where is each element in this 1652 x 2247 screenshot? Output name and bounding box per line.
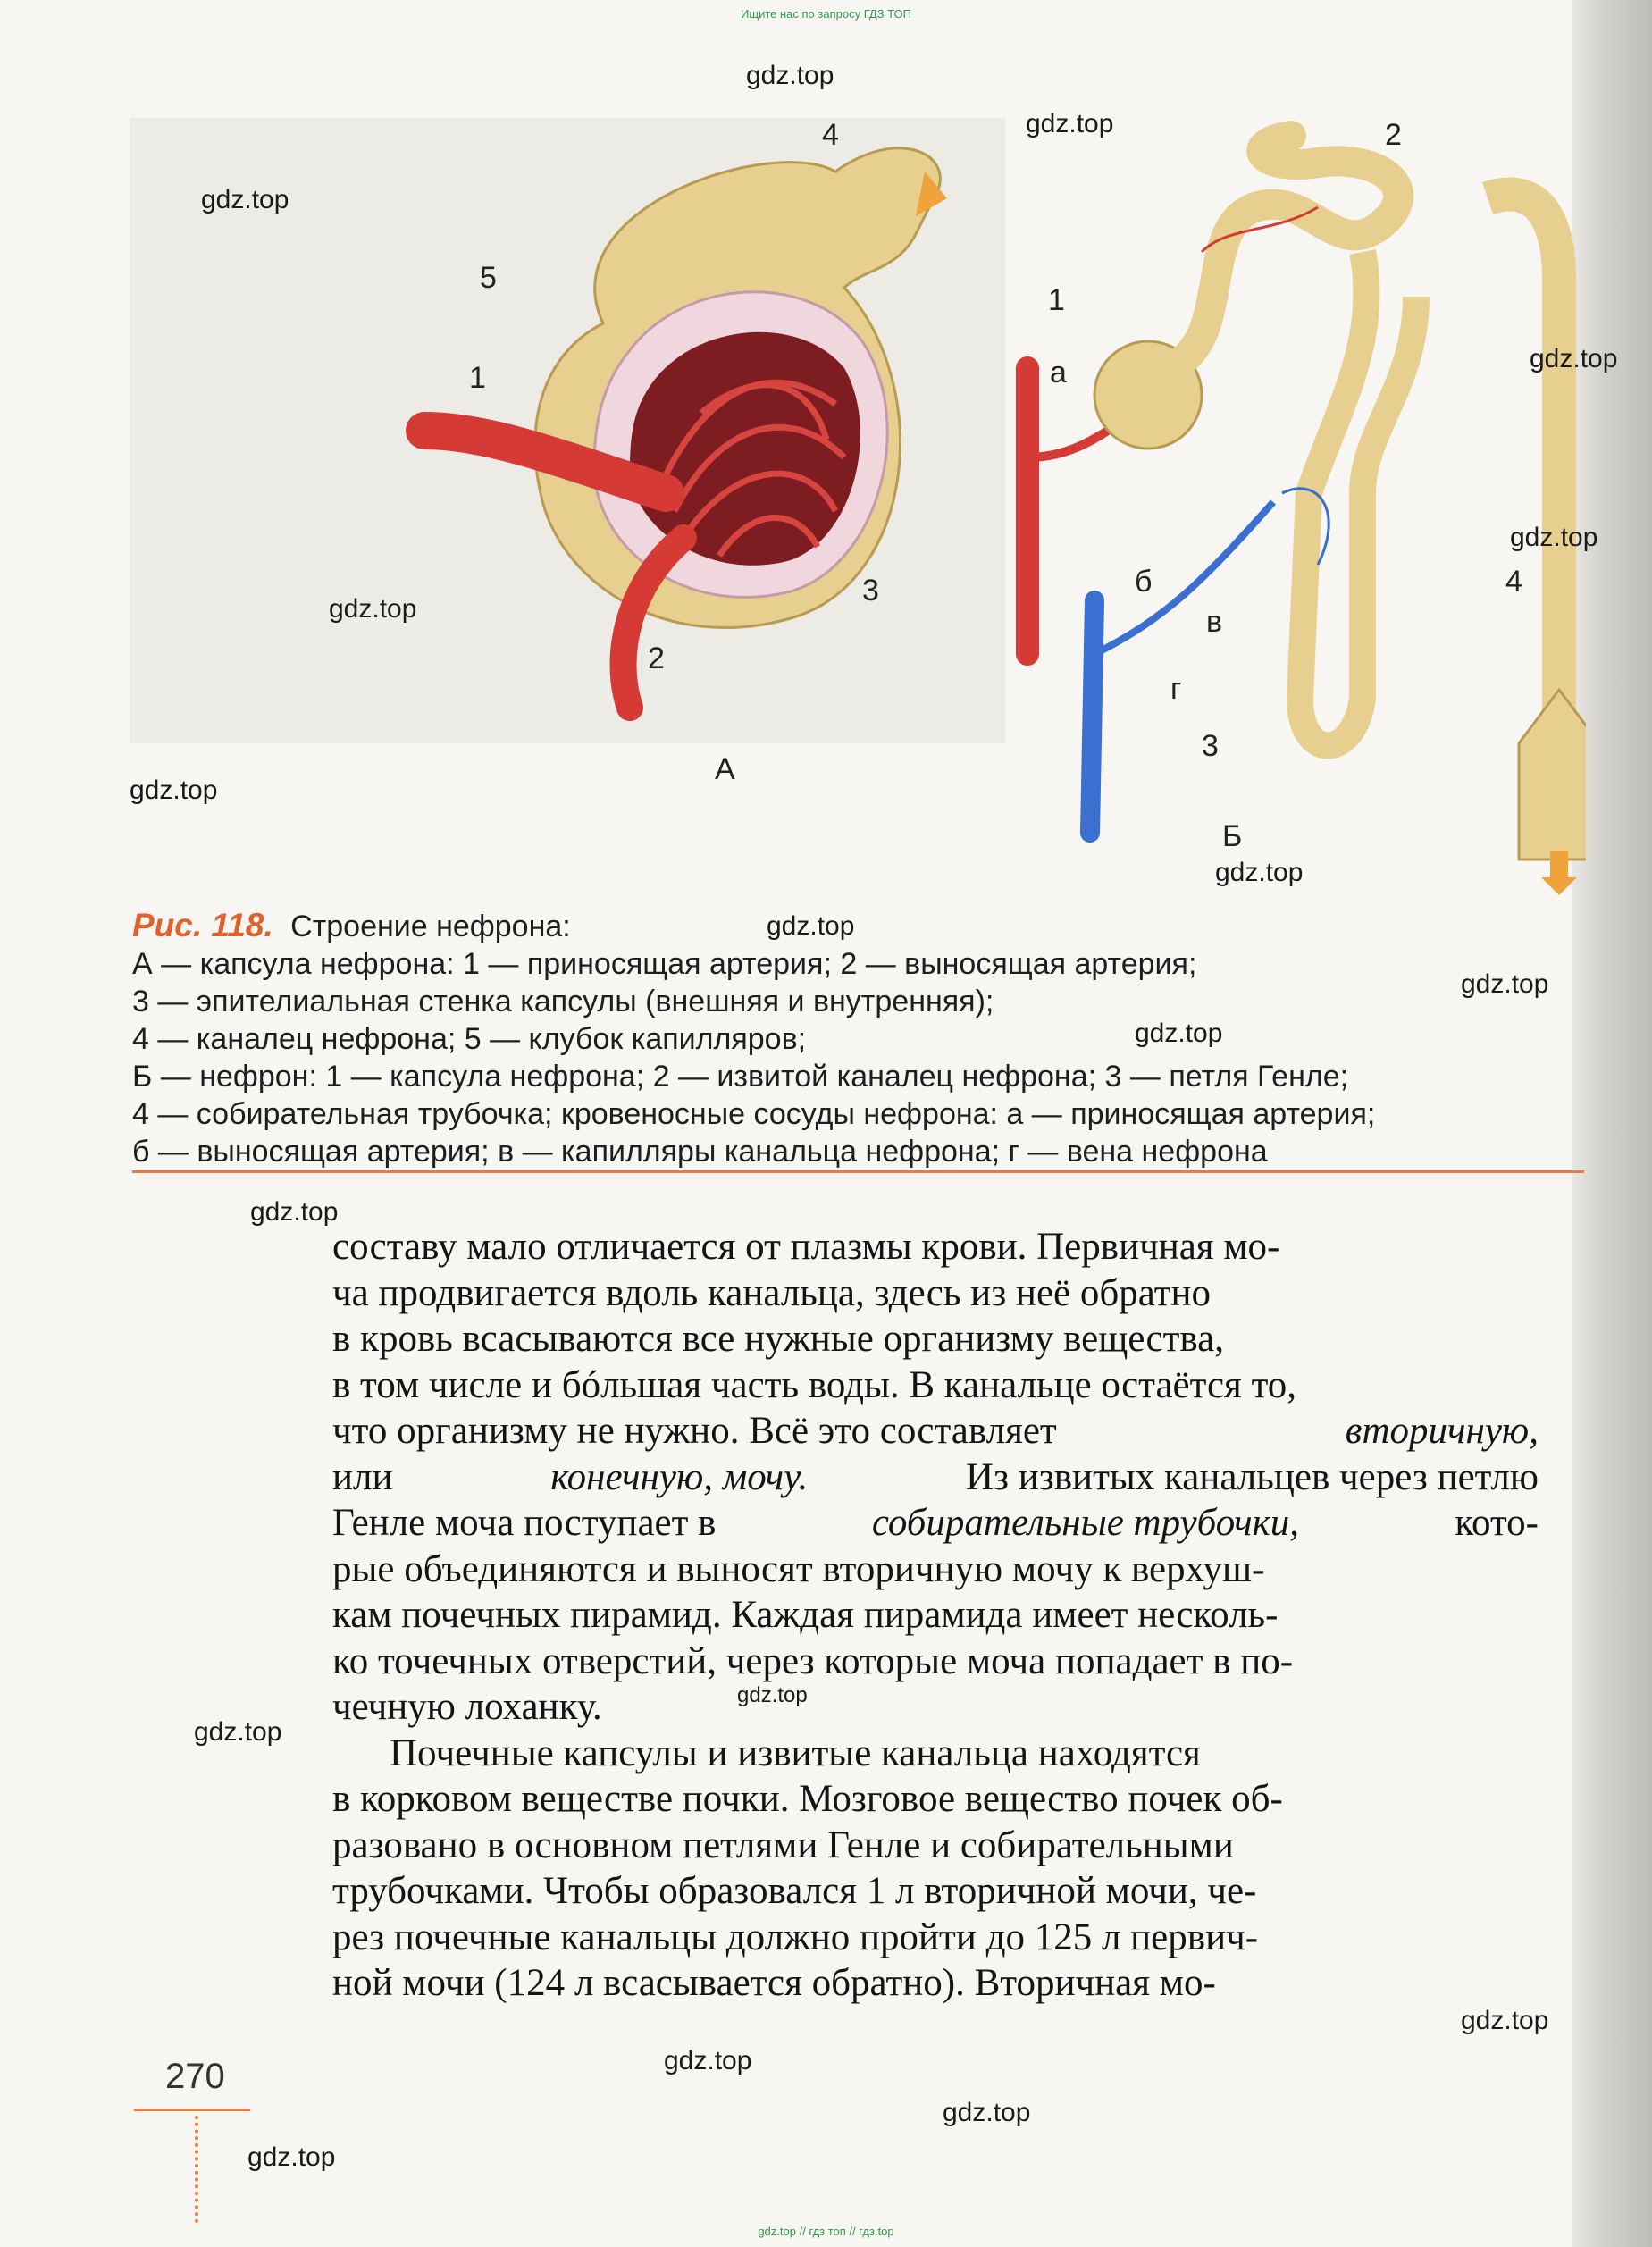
body-line bbox=[332, 1684, 1539, 1731]
watermark: gdz.top bbox=[1461, 2006, 1549, 2035]
caption-line: 4 — каналец нефрона; 5 — клубок капилляров; bbox=[132, 1022, 807, 1056]
watermark: gdz.top bbox=[247, 2142, 336, 2172]
panel-b-label-2: 2 bbox=[1385, 118, 1402, 152]
watermark: gdz.top bbox=[1135, 1019, 1223, 1048]
watermark: gdz.top bbox=[1026, 109, 1114, 138]
watermark: gdz.top bbox=[1461, 969, 1549, 999]
body-text-span: Почечные капсулы и извитые канальца находятся bbox=[390, 1731, 1201, 1774]
caption-line: 4 — собирательная трубочка; кровеносные сосуды нефрона: а — приносящая артерия; bbox=[132, 1097, 1376, 1131]
vessel-label-b: б bbox=[1135, 565, 1153, 599]
panel-a-label-4: 4 bbox=[822, 118, 839, 152]
footer-note: gdz.top // гдз топ // гдз.top bbox=[758, 2225, 894, 2238]
nephron-illustration bbox=[130, 118, 1586, 904]
watermark: gdz.top bbox=[1530, 344, 1618, 373]
figure-number: Рис. 118. bbox=[132, 907, 273, 943]
body-text-span: что организму не нужно. Всё это составляет bbox=[332, 1410, 1057, 1452]
body-text-span: в том числе и бóльшая часть воды. В канальце остаётся то, bbox=[332, 1363, 1297, 1406]
body-line bbox=[332, 1960, 1539, 2007]
caption-divider bbox=[132, 1170, 1584, 1173]
caption-line: 3 — эпителиальная стенка капсулы (внешняя и внутренняя); bbox=[132, 985, 994, 1019]
body-text-span: трубочками. Чтобы образовался 1 л вторичной мочи, че- bbox=[332, 1870, 1257, 1912]
watermark: gdz.top bbox=[250, 1197, 339, 1227]
body-line bbox=[332, 1224, 1539, 1270]
body-text bbox=[332, 1224, 1539, 2007]
watermark: gdz.top bbox=[943, 2098, 1031, 2127]
body-text-span: в кровь всасываются все нужные организму вещества, bbox=[332, 1318, 1224, 1360]
body-line bbox=[332, 1639, 1539, 1685]
page-number-rule bbox=[134, 2109, 250, 2111]
body-line bbox=[332, 1823, 1539, 1869]
watermark: gdz.top bbox=[746, 61, 834, 90]
italic-term: конечную, мочу. bbox=[550, 1455, 809, 1498]
body-line bbox=[332, 1868, 1539, 1915]
header-note: Ищите нас по запросу ГДЗ ТОП bbox=[741, 7, 911, 21]
body-text-span: ной мочи (124 л всасывается обратно). Вторичная мо- bbox=[332, 1962, 1216, 2004]
caption-title: Строение нефрона: bbox=[290, 910, 571, 943]
body-text-span: составу мало отличается от плазмы крови. Первичная мо- bbox=[332, 1226, 1280, 1268]
italic-term: вторичную, bbox=[1345, 1410, 1539, 1452]
body-line bbox=[332, 1731, 1539, 1777]
body-text-span: в корковом веществе почки. Мозговое вещество почек об- bbox=[332, 1778, 1283, 1820]
body-line bbox=[332, 1455, 1539, 1501]
panel-b-label-3: 3 bbox=[1202, 729, 1219, 763]
body-text-span: разовано в основном петлями Генле и собирательными bbox=[332, 1824, 1234, 1866]
body-text-span: ко точечных отверстий, через которые моча попадает в по- bbox=[332, 1639, 1294, 1682]
watermark: gdz.top bbox=[664, 2046, 752, 2075]
panel-b-label-4: 4 bbox=[1505, 565, 1522, 599]
panel-a-label-2: 2 bbox=[648, 641, 665, 675]
page-number-dotted-line bbox=[195, 2116, 198, 2223]
body-text-span: Из извитых канальцев через петлю bbox=[965, 1455, 1539, 1498]
caption-line: б — выносящая артерия; в — капилляры канальца нефрона; г — вена нефрона bbox=[132, 1135, 1268, 1169]
body-text-span: чечную лоханку. bbox=[332, 1686, 602, 1728]
body-text-span: кам почечных пирамид. Каждая пирамида имеет несколь- bbox=[332, 1594, 1279, 1636]
body-line bbox=[332, 1776, 1539, 1823]
panel-b-title: Б bbox=[1222, 819, 1243, 853]
vessel-label-v: в bbox=[1206, 605, 1223, 639]
body-line bbox=[332, 1408, 1539, 1455]
panel-a-label-1: 1 bbox=[469, 361, 486, 395]
body-text-span: или bbox=[332, 1455, 393, 1498]
body-line bbox=[332, 1316, 1539, 1362]
watermark: gdz.top bbox=[1510, 523, 1598, 552]
italic-term: собирательные трубочки, bbox=[871, 1502, 1299, 1544]
vessel-label-g: г bbox=[1170, 672, 1182, 706]
watermark: gdz.top bbox=[737, 1683, 808, 1707]
watermark: gdz.top bbox=[767, 911, 855, 941]
caption-title-line bbox=[132, 907, 1580, 945]
panel-b-nephron bbox=[1027, 136, 1586, 895]
watermark: gdz.top bbox=[194, 1717, 282, 1747]
body-line bbox=[332, 1270, 1539, 1317]
watermark: gdz.top bbox=[201, 185, 289, 214]
body-text-span: ча продвигается вдоль канальца, здесь из неё обратно bbox=[332, 1271, 1212, 1314]
caption-line: А — капсула нефрона: 1 — приносящая артерия; 2 — выносящая артерия; bbox=[132, 947, 1197, 981]
caption-line: Б — нефрон: 1 — капсула нефрона; 2 — извитой каналец нефрона; 3 — петля Генле; bbox=[132, 1060, 1349, 1094]
body-line bbox=[332, 1500, 1539, 1547]
watermark: gdz.top bbox=[130, 776, 218, 805]
figure-caption bbox=[132, 907, 1580, 1170]
panel-a-title: А bbox=[715, 752, 735, 786]
body-text-span: рые объединяются и выносят вторичную мочу к верхуш- bbox=[332, 1547, 1265, 1590]
body-text-span: Генле моча поступает в bbox=[332, 1502, 717, 1544]
watermark: gdz.top bbox=[1215, 858, 1304, 887]
body-line bbox=[332, 1592, 1539, 1639]
nephron-figure bbox=[130, 118, 1586, 904]
body-line bbox=[332, 1362, 1539, 1409]
page-number: 270 bbox=[165, 2057, 225, 2096]
body-text-span: рез почечные канальцы должно пройти до 125 л первич- bbox=[332, 1916, 1259, 1958]
watermark: gdz.top bbox=[329, 594, 417, 624]
body-line bbox=[332, 1547, 1539, 1593]
body-text-span: кото- bbox=[1455, 1502, 1539, 1544]
body-line bbox=[332, 1915, 1539, 1961]
panel-a-label-3: 3 bbox=[862, 574, 879, 608]
vessel-label-a: а bbox=[1050, 356, 1067, 390]
panel-b-label-1: 1 bbox=[1048, 283, 1065, 317]
panel-a-label-5: 5 bbox=[480, 261, 497, 295]
